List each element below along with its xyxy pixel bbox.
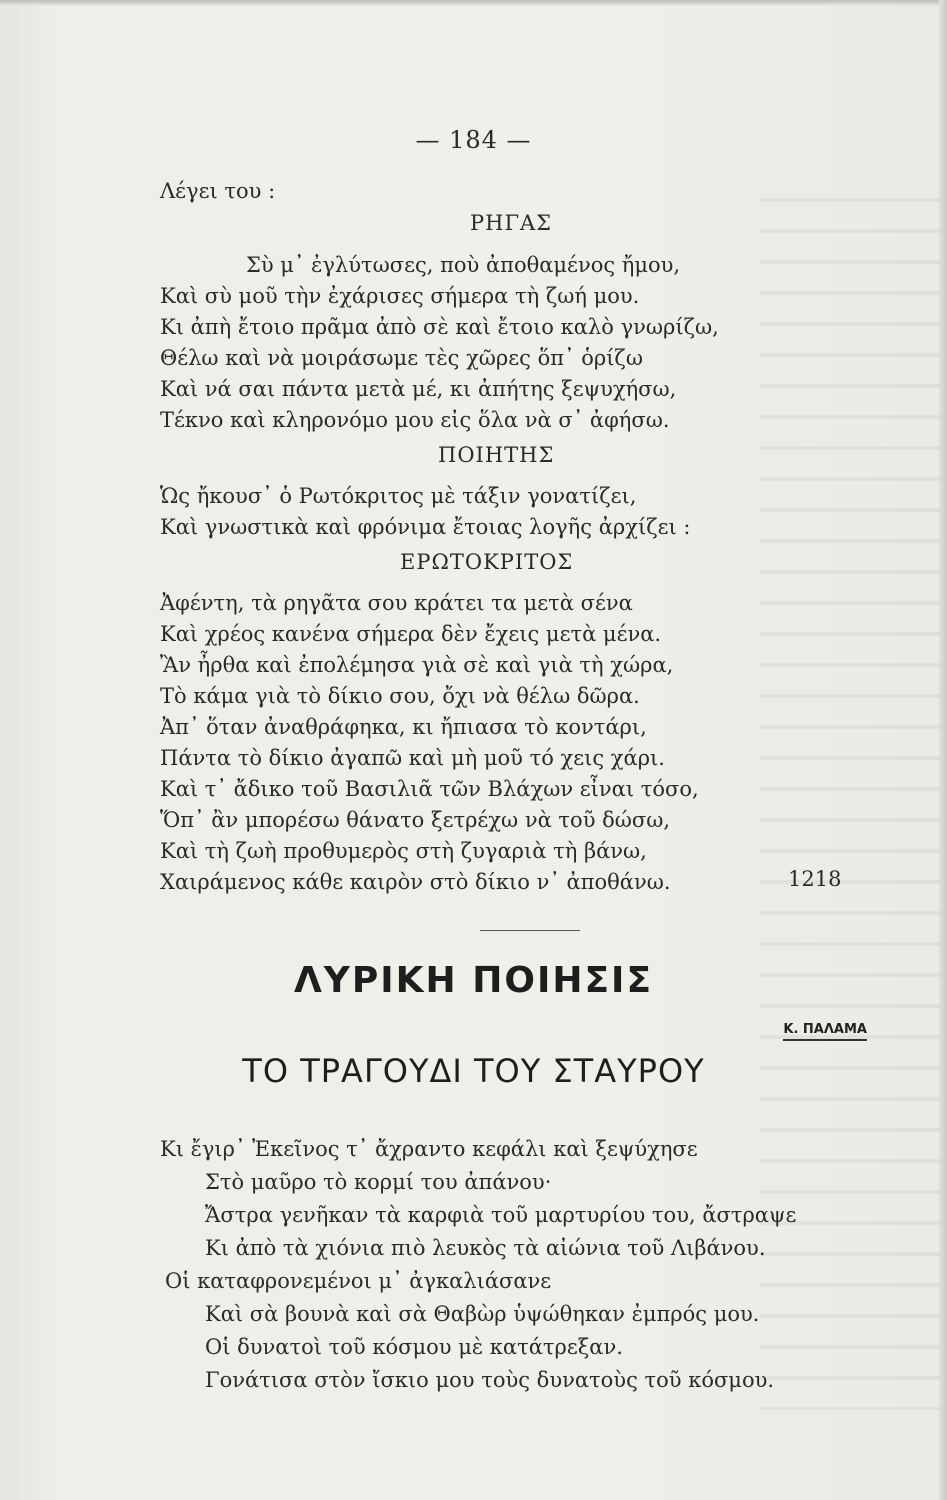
erotokritos-line: Καὶ χρέος κανένα σήμερα δὲν ἔχεις μετὰ μένα. <box>160 622 662 646</box>
erotokritos-line: Ὅπ᾽ ἂν μπορέσω θάνατο ξετρέχω νὰ τοῦ δώσω, <box>160 808 671 832</box>
speaker-poet: ΠΟΙΗΤΗΣ <box>438 443 555 467</box>
stanza1-line: Ἄστρα γενῆκαν τὰ καρφιὰ τοῦ μαρτυρίου του, ἄστραψε <box>205 1203 797 1227</box>
erotokritos-line: Πάντα τὸ δίκιο ἀγαπῶ καὶ μὴ μοῦ τό χεις χάρι. <box>160 746 665 770</box>
section-divider <box>480 930 580 931</box>
page-number: — 184 — <box>415 126 532 154</box>
erotokritos-line: Τὸ κάμα γιὰ τὸ δίκιο σου, ὄχι νὰ θέλω δῶρα. <box>160 684 640 708</box>
stanza2-line: Οἱ δυνατοὶ τοῦ κόσμου μὲ κατάτρεξαν. <box>205 1335 623 1359</box>
poet-line: Ὡς ἤκουσ᾽ ὁ Ρωτόκριτος μὲ τάξιν γονατίζει, <box>160 484 637 508</box>
page-top-edge <box>0 0 947 6</box>
erotokritos-line: Καὶ τ᾽ ἄδικο τοῦ Βασιλιᾶ τῶν Βλάχων εἶναι τόσο, <box>160 777 699 801</box>
erotokritos-line: Καὶ τὴ ζωὴ προθυμερὸς στὴ ζυγαριὰ τὴ βάνω, <box>160 839 647 863</box>
stanza1-line: Κι ἀπὸ τὰ χιόνια πιὸ λευκὸς τὰ αἰώνια τοῦ Λιβάνου. <box>205 1236 766 1260</box>
poet-line: Καὶ γνωστικὰ καὶ φρόνιμα ἔτοιας λογῆς ἀρχίζει : <box>160 515 691 539</box>
stanza2-line: Καὶ σὰ βουνὰ καὶ σὰ Θαβὼρ ὑψώθηκαν ἐμπρός μου. <box>205 1302 760 1326</box>
stanza1-line: Κι ἔγιρ᾽ Ἐκεῖνος τ᾽ ἄχραντο κεφάλι καὶ ξεψύχησε <box>160 1137 698 1161</box>
erotokritos-line: Ἂν ἦρθα καὶ ἐπολέμησα γιὰ σὲ καὶ γιὰ τὴ χώρα, <box>160 653 674 677</box>
page-right-edge <box>939 0 947 1500</box>
erotokritos-line: Ἀφέντη, τὰ ρηγᾶτα σου κράτει τα μετὰ σένα <box>160 591 633 615</box>
section-title: ΛΥΡΙΚΗ ΠΟΙΗΣΙΣ <box>293 960 654 1001</box>
erotokritos-line: Χαιράμενος κάθε καιρὸν στὸ δίκιο ν᾽ ἀποθάνω. <box>160 870 671 894</box>
intro-text: Λέγει του : <box>160 179 276 203</box>
rigas-line: Τέκνο καὶ κληρονόμο μου εἰς ὅλα νὰ σ᾽ ἀφήσω. <box>160 408 670 432</box>
stanza2-line: Οἱ καταφρονεμένοι μ᾽ ἀγκαλιάσανε <box>165 1269 552 1293</box>
rigas-line: Σὺ μ᾽ ἐγλύτωσες, ποὺ ἀποθαμένος ἤμου, <box>246 253 681 277</box>
speaker-rigas: ΡΗΓΑΣ <box>470 211 553 235</box>
stanza1-line: Στὸ μαῦρο τὸ κορμί του ἀπάνου· <box>205 1170 552 1194</box>
poem-title: ΤΟ ΤΡΑΓΟΥΔΙ ΤΟΥ ΣΤΑΥΡΟΥ <box>242 1052 705 1090</box>
rigas-line: Καὶ νά σαι πάντα μετὰ μέ, κι ἀπήτης ξεψυχήσω, <box>160 377 677 401</box>
speaker-erotokritos: ΕΡΩΤΟΚΡΙΤΟΣ <box>400 550 574 574</box>
rigas-line: Καὶ σὺ μοῦ τὴν ἐχάρισες σήμερα τὴ ζωή μου. <box>160 284 640 308</box>
erotokritos-line: Ἀπ᾽ ὅταν ἀναθράφηκα, κι ἤπιασα τὸ κοντάρι, <box>160 715 647 739</box>
rigas-line: Θέλω καὶ νὰ μοιράσωμε τὲς χῶρες ὅπ᾽ ὁρίζω <box>160 346 643 370</box>
rigas-line: Κι ἀπὴ ἔτοιο πρᾶμα ἀπὸ σὲ καὶ ἔτοιο καλὸ γνωρίζω, <box>160 315 719 339</box>
stanza2-line: Γονάτισα στὸν ἴσκιο μου τοὺς δυνατοὺς τοῦ κόσμου. <box>205 1368 775 1392</box>
line-number: 1218 <box>788 867 842 891</box>
author-name: Κ. ΠΑΛΑΜΑ <box>783 1022 867 1041</box>
